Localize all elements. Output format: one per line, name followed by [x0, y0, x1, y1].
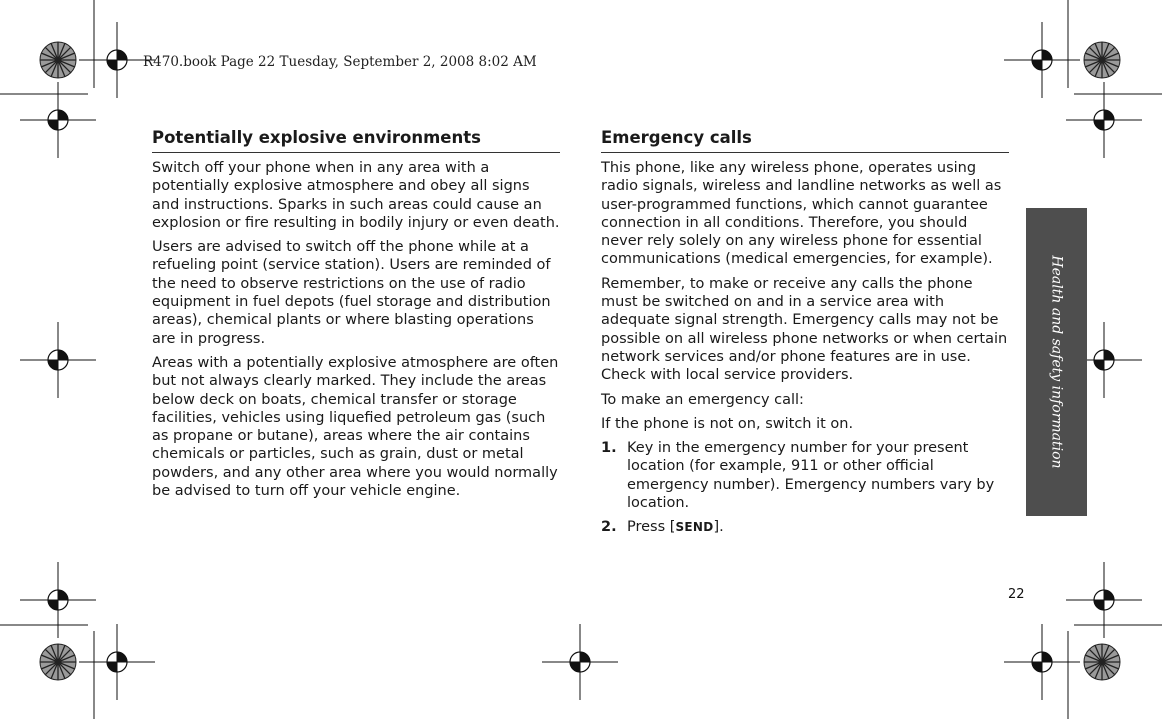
step-1 [601, 439, 1009, 512]
send-key-label: SEND [675, 520, 714, 535]
section-heading-emergency: Emergency calls [601, 128, 1009, 153]
page-number: 22 [1008, 587, 1025, 602]
step-2 [601, 518, 1009, 536]
paragraph: Areas with a potentially explosive atmosphere are often but not always clearly marked. They include the areas below deck on boats, chemical transfer or storage facilities, vehicles using liquefied petroleum gas (such as propane or butane), areas where the air contains chemicals or particles, such as grain, dust or metal powders, and any other area where you would normally be advised to turn off your vehicle engine. [152, 354, 559, 500]
paragraph: Users are advised to switch off the phone while at a refueling point (service station). Users are reminded of the need to observe restrictions on the use of radio equipment in fuel depots (fuel storage and distribution areas), chemical plants or where blasting operations are in progress. [152, 239, 551, 347]
step-prefix: Press [ [627, 519, 676, 536]
paragraph: Switch off your phone when in any area with a potentially explosive atmosphere and obey all signs and instructions. Sparks in such areas could cause an explosion or fire resulting in bodily injury or even death. [152, 160, 560, 231]
section-heading-explosive: Potentially explosive environments [152, 128, 560, 153]
step-suffix: ]. [713, 519, 724, 536]
paragraph: Remember, to make or receive any calls the phone must be switched on and in a service area with adequate signal strength. Emergency calls may not be possible on all wireless phone networks or when certain network services and/or phone features are in use. Check with local service providers. [601, 275, 1008, 384]
step-number: 1. [601, 440, 617, 457]
explosive-environments-section [152, 128, 560, 500]
emergency-calls-section [601, 128, 1009, 537]
paragraph: To make an emergency call: [601, 391, 804, 408]
paragraph: This phone, like any wireless phone, operates using radio signals, wireless and landline networks as well as user-programmed functions, which cannot guarantee connection in all conditions. Therefore, you should never rely solely on any wireless phone for essential communications (medical emergencies, for example). [601, 160, 1002, 268]
paragraph: If the phone is not on, switch it on. [601, 415, 854, 432]
chapter-side-tab [1026, 208, 1087, 516]
step-text: Key in the emergency number for your present location (for example, 911 or other official emergency number). Emergency numbers vary by location. [627, 440, 995, 512]
step-text [627, 518, 1009, 536]
step-number: 2. [601, 519, 617, 536]
chapter-tab-label: Health and safety information [1048, 255, 1065, 469]
book-filename-line: R470.book Page 22 Tuesday, September 2, 2008 8:02 AM [143, 54, 537, 70]
